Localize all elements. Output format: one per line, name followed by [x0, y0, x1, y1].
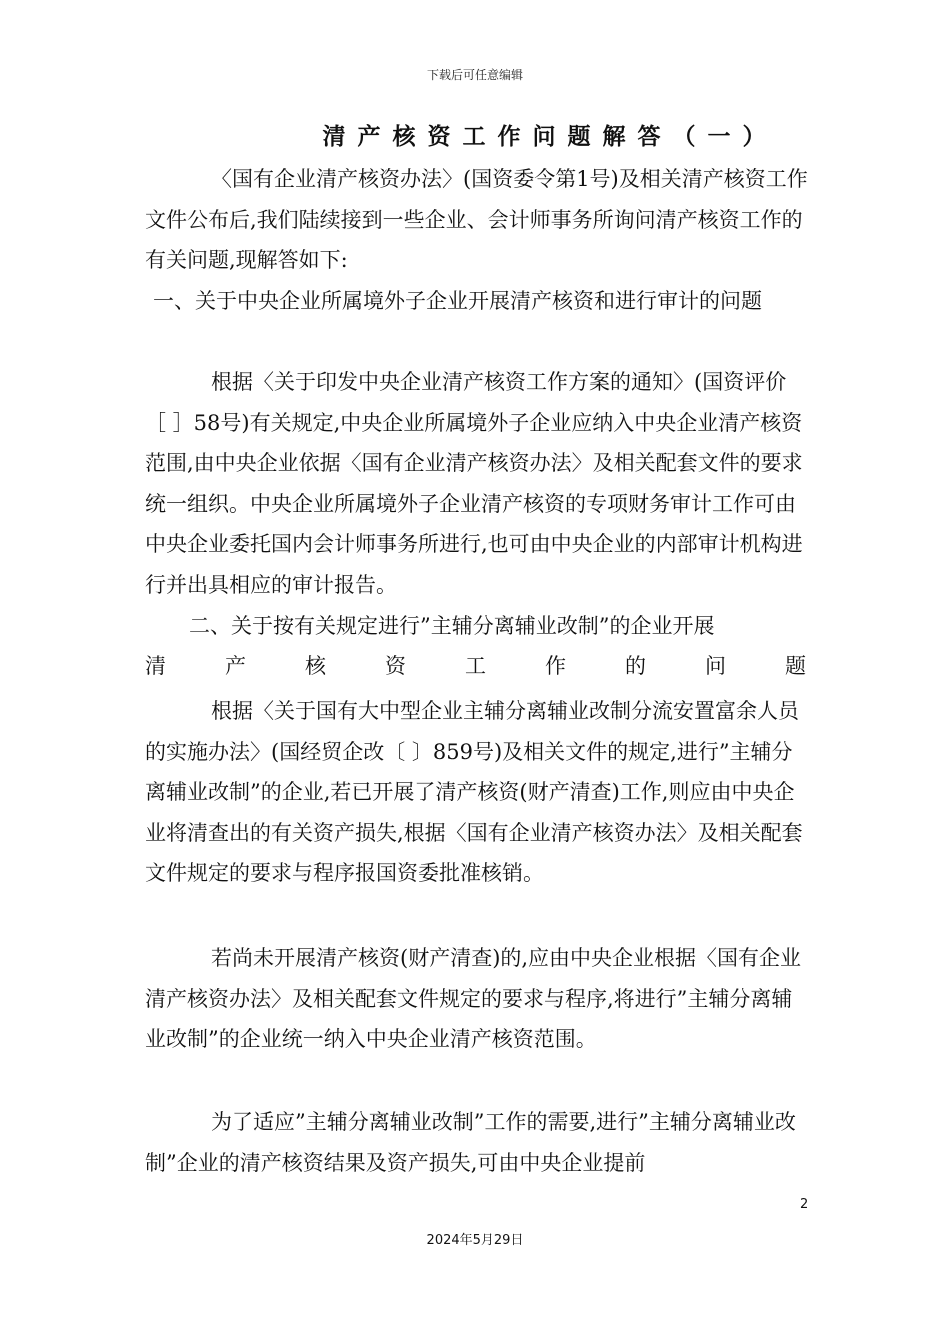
- document-title: 清产核资工作问题解答（一）: [322, 124, 778, 150]
- section-heading-2-line1: 二、关于按有关规定进行”主辅分离辅业改制”的企业开展: [189, 614, 715, 638]
- section-heading-1: 一、关于中央企业所属境外子企业开展清产核资和进行审计的问题: [153, 289, 762, 313]
- section-2-paragraph-3: 为了适应”主辅分离辅业改制”工作的需要,进行”主辅分离辅业改制”企业的清产核资结果及资产损失,可由中央企业提前: [145, 1110, 796, 1175]
- section-2-paragraph-2: 若尚未开展清产核资(财产清查)的,应由中央企业根据〈国有企业清产核资办法〉及相关配套文件规定的要求与程序,将进行”主辅分离辅业改制”的企业统一纳入中央企业清产核资范围。: [145, 946, 802, 1051]
- section-1-paragraph: 根据〈关于印发中央企业清产核资工作方案的通知〉(国资评价 ［ ］58号)有关规定,中央企业所属境外子企业应纳入中央企业清产核资范围,由中央企业依据〈国有企业清产核资办法〉及相关配套文件的要求统一组织。中央企业所属境外子企业清产核资的专项财务审计工作可由中央企业委托国内会计师事务所进行,也可由中央企业的内部审计机构进行并出具相应的审计报告。: [145, 370, 803, 597]
- section-heading-2-line2: 清产核资工作的问题: [145, 654, 810, 678]
- page-number: 2: [800, 1197, 809, 1212]
- section-2-paragraph-1: 根据〈关于国有大中型企业主辅分离辅业改制分流安置富余人员的实施办法〉(国经贸企改〔 〕859号)及相关文件的规定,进行”主辅分离辅业改制”的企业,若已开展了清产核资(财产清查)工作,则应由中央企业将清查出的有关资产损失,根据〈国有企业清产核资办法〉及相关配套文件规定的要求与程序报国资委批准核销。: [145, 699, 803, 885]
- footer-date: 2024年5月29日: [426, 1233, 524, 1248]
- section-heading-2: [145, 606, 810, 647]
- page-header: 下载后可任意编辑: [426, 68, 523, 82]
- intro-paragraph: 〈国有企业清产核资办法〉(国资委令第1号)及相关清产核资工作文件公布后,我们陆续接到一些企业、会计师事务所询问清产核资工作的有关问题,现解答如下:: [145, 167, 808, 272]
